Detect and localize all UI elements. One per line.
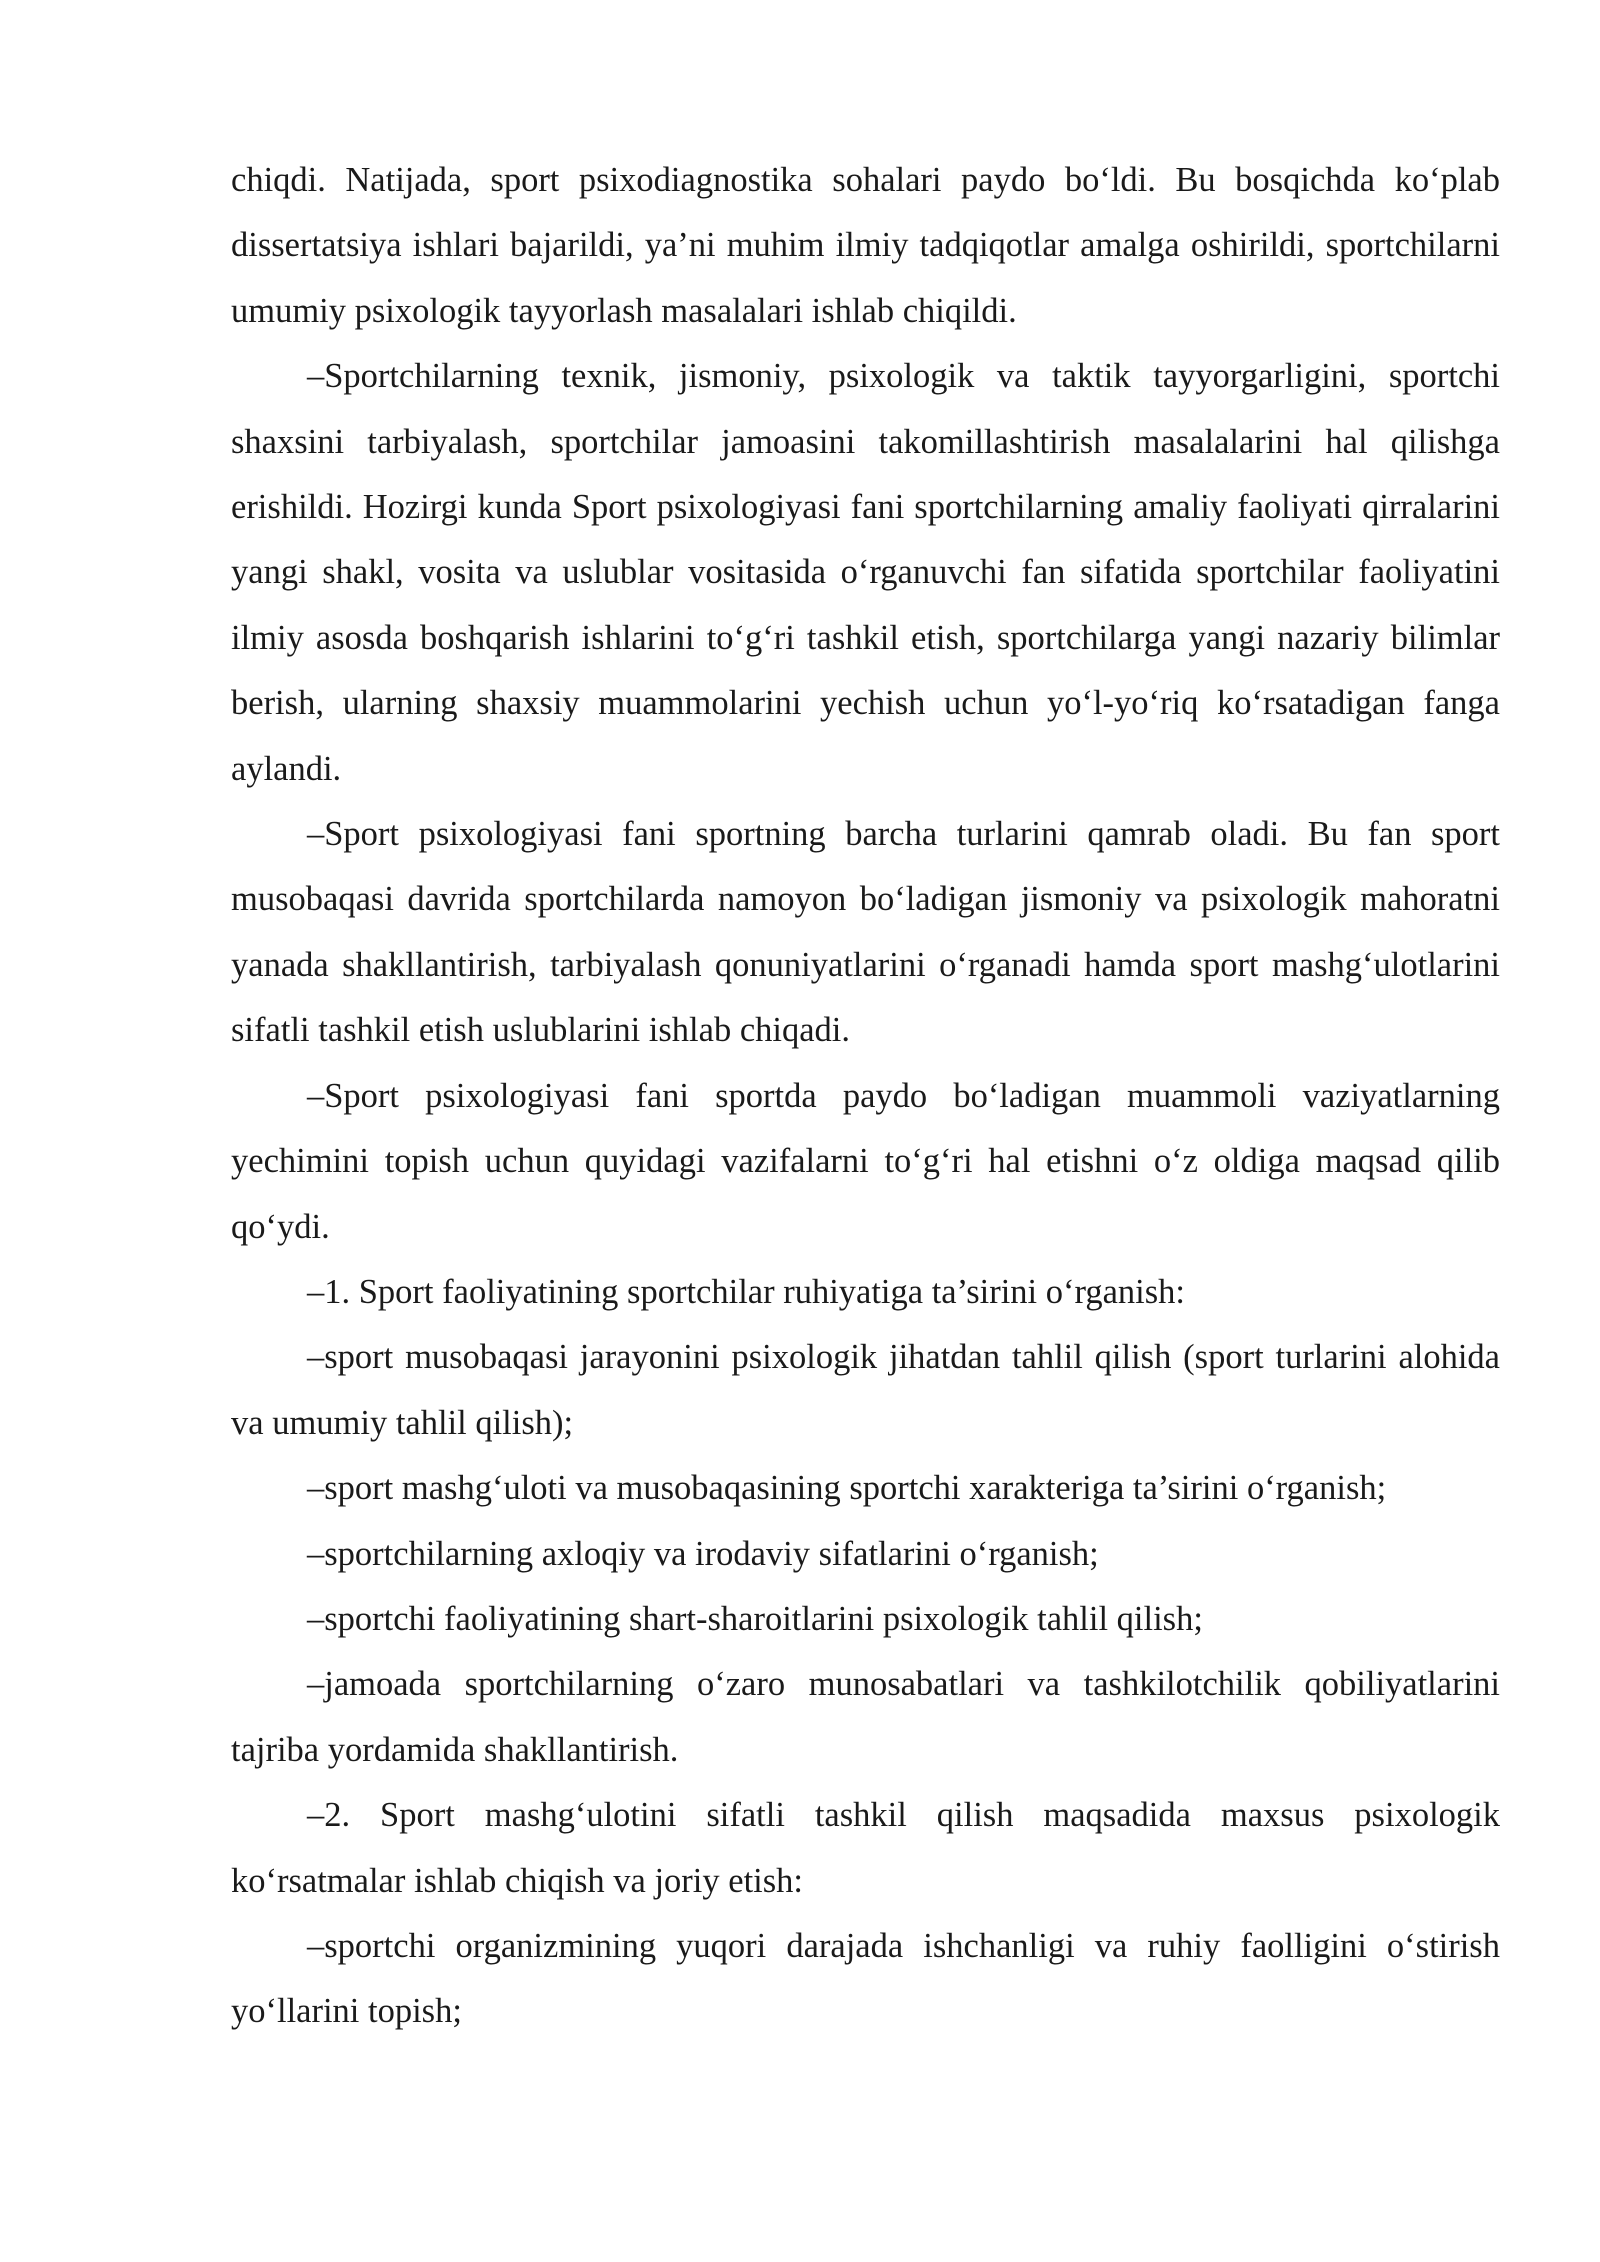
page-body-text	[231, 148, 1500, 2045]
paragraph-sport-psychology-scope: –Sport psixologiyasi fani sportning barcha turlarini qamrab oladi. Bu fan sport musobaqasi davrida sportchilarda namoyon bo‘ladigan jismoniy va psixologik mahoratni yanada shakllantirish, tarbiyalash qonuniyatlarini o‘rganadi hamda sport mashg‘ulotlarini sifatli tashkil etish uslublarini ishlab chiqadi.	[231, 815, 1500, 1050]
list-item-character-influence: –sport mashg‘uloti va musobaqasining sportchi xarakteriga ta’sirini o‘rganish;	[307, 1469, 1387, 1508]
paragraph-tasks-intro: –Sport psixologiyasi fani sportda paydo bo‘ladigan muammoli vaziyatlarning yechimini topish uchun quyidagi vazifalarni to‘g‘ri hal etishni o‘z oldiga maqsad qilib qo‘ydi.	[231, 1076, 1500, 1246]
list-item-conditions-analysis: –sportchi faoliyatining shart-sharoitlarini psixologik tahlil qilish;	[307, 1599, 1203, 1638]
list-item-task-2-heading: –2. Sport mashg‘ulotini sifatli tashkil qilish maqsadida maxsus psixologik ko‘rsatmalar ishlab chiqish va joriy etish:	[231, 1796, 1500, 1900]
list-item-task-1-heading: –1. Sport faoliyatining sportchilar ruhiyatiga ta’sirini o‘rganish:	[307, 1272, 1185, 1311]
list-item-moral-qualities: –sportchilarning axloqiy va irodaviy sifatlarini o‘rganish;	[307, 1534, 1099, 1573]
list-item-competition-analysis: –sport musobaqasi jarayonini psixologik jihatdan tahlil qilish (sport turlarini alohida va umumiy tahlil qilish);	[231, 1338, 1500, 1442]
paragraph-continuation: chiqdi. Natijada, sport psixodiagnostika sohalari paydo bo‘ldi. Bu bosqichda ko‘plab dissertatsiya ishlari bajarildi, ya’ni muhim ilmiy tadqiqotlar amalga oshirildi, sportchilarni umumiy psixologik tayyorlash masalalari ishlab chiqildi.	[231, 161, 1500, 330]
list-item-work-capacity: –sportchi organizmining yuqori darajada ishchanligi va ruhiy faolligini o‘stirish yo‘llarini topish;	[231, 1926, 1500, 2031]
list-item-team-relations: –jamoada sportchilarning o‘zaro munosabatlari va tashkilotchilik qobiliyatlarini tajriba yordamida shakllantirish.	[231, 1665, 1500, 1769]
paragraph-training-achievements: –Sportchilarning texnik, jismoniy, psixologik va taktik tayyorgarligini, sportchi shaxsini tarbiyalash, sportchilar jamoasini takomillashtirish masalalarini hal qilishga erishildi. Hozirgi kunda Sport psixologiyasi fani sportchilarning amaliy faoliyati qirralarini yangi shakl, vosita va uslublar vositasida o‘rganuvchi fan sifatida sportchilar faoliyatini ilmiy asosda boshqarish ishlarini to‘g‘ri tashkil etish, sportchilarga yangi nazariy bilimlar berish, ularning shaxsiy muammolarini yechish uchun yo‘l-yo‘riq ko‘rsatadigan fanga aylandi.	[231, 357, 1500, 788]
